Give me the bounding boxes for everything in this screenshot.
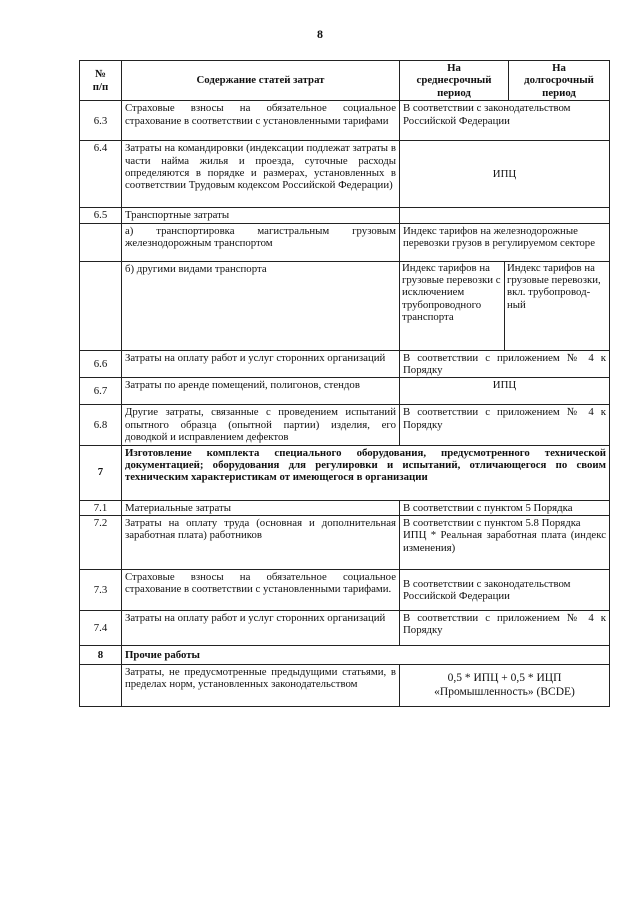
section-heading: Прочие работы [122,646,610,665]
header-long-term: На долгосрочный период [509,61,610,101]
cost-item-text: Затраты по аренде помещений, полигонов, стендов [122,378,400,405]
indexation-value: В соответствии с пунктом 5.8 Порядка ИПЦ * Реальная заработная плата (индекс изменения) [400,516,610,570]
indexation-value-long: Индекс тарифов на грузовые перевозки, вкл. трубопровод-ный [504,262,609,350]
table-row [80,611,610,646]
indexation-value: В соответствии с приложением № 4 к Порядку [400,611,610,646]
row-number: 6.6 [80,350,122,378]
indexation-split [400,261,610,350]
cost-item-text: Затраты на оплату работ и услуг сторонних организаций [122,611,400,646]
cost-item-text: Затраты, не предусмотренные предыдущими статьями, в пределах норм, установленных законодательством [122,665,400,707]
header-content: Содержание статей затрат [122,61,400,101]
row-number: 7.2 [80,516,122,570]
cost-item-text: а) транспортировка магистральным грузовым железнодорожным транспортом [122,223,400,261]
table-header-row [80,61,610,101]
indexation-value: Индекс тарифов на железнодорожные перевозки грузов в регулируемом секторе [400,223,610,261]
indexation-value: ИПЦ [400,141,610,208]
table-row [80,665,610,707]
row-number [80,665,122,707]
row-number: 8 [80,646,122,665]
cost-item-text: Другие затраты, связанные с проведением испытаний опытного образца (опытной партии) изделия, его доводкой и исправлением дефектов [122,405,400,445]
row-number: 6.3 [80,101,122,141]
indexation-value [400,208,610,223]
row-number: 7.4 [80,611,122,646]
row-number: 7.3 [80,570,122,611]
table-row [80,378,610,405]
indexation-value: В соответствии с приложением № 4 к Порядку [400,350,610,378]
table-row [80,223,610,261]
page-number: 8 [317,27,323,41]
cost-items-table [79,60,610,707]
table-row [80,350,610,378]
cost-item-text: Страховые взносы на обязательное социальное страхование в соответствии с установленными тарифами [122,101,400,141]
indexation-value: 0,5 * ИПЦ + 0,5 * ИЦП «Промышленность» (BCDE) [400,665,610,707]
indexation-value: В соответствии с приложением № 4 к Порядку [400,405,610,445]
table-row [80,646,610,665]
row-number: 6.5 [80,208,122,223]
row-number: 6.4 [80,141,122,208]
table-row [80,516,610,570]
cost-item-text: Затраты на оплату работ и услуг сторонних организаций [122,350,400,378]
row-number [80,223,122,261]
row-number: 7 [80,445,122,500]
row-number: 7.1 [80,500,122,515]
header-medium-term: На среднесрочный период [400,61,509,101]
table-row [80,500,610,515]
table-row [80,405,610,445]
row-number: 6.8 [80,405,122,445]
table-row [80,570,610,611]
row-number [80,261,122,350]
table-row [80,101,610,141]
table-row [80,261,610,350]
cost-item-text: Затраты на оплату труда (основная и дополнительная заработная плата) работников [122,516,400,570]
indexation-value: В соответствии с пунктом 5 Порядка [400,500,610,515]
cost-item-text: б) другими видами транспорта [122,261,400,350]
cost-item-text: Материальные затраты [122,500,400,515]
indexation-value: В соответствии с законодательством Российской Федерации [400,570,610,611]
row-number: 6.7 [80,378,122,405]
section-heading: Изготовление комплекта специального оборудования, предусмотренного технической документацией; оборудования для регулировки и испытаний, отличающегося по своим техническим характеристикам от имеющегося в организации [122,445,610,500]
cost-item-text: Транспортные затраты [122,208,400,223]
table-row [80,445,610,500]
cost-item-text: Страховые взносы на обязательное социальное страхование в соответствии с установленными тарифами. [122,570,400,611]
cost-item-text: Затраты на командировки (индексации подлежат затраты в части найма жилья и проезда, суточные расходы определяются в порядке и размерах, установленных в соответствии Трудовым кодексом Российской Федерации) [122,141,400,208]
indexation-value: В соответствии с законодательством Российской Федерации [400,101,610,141]
indexation-value: ИПЦ [400,378,610,405]
indexation-value-medium: Индекс тарифов на грузовые перевозки с исключением трубопроводного транспорта [402,261,501,324]
header-num: № п/п [80,61,122,101]
table-row [80,141,610,208]
table-row [80,208,610,223]
